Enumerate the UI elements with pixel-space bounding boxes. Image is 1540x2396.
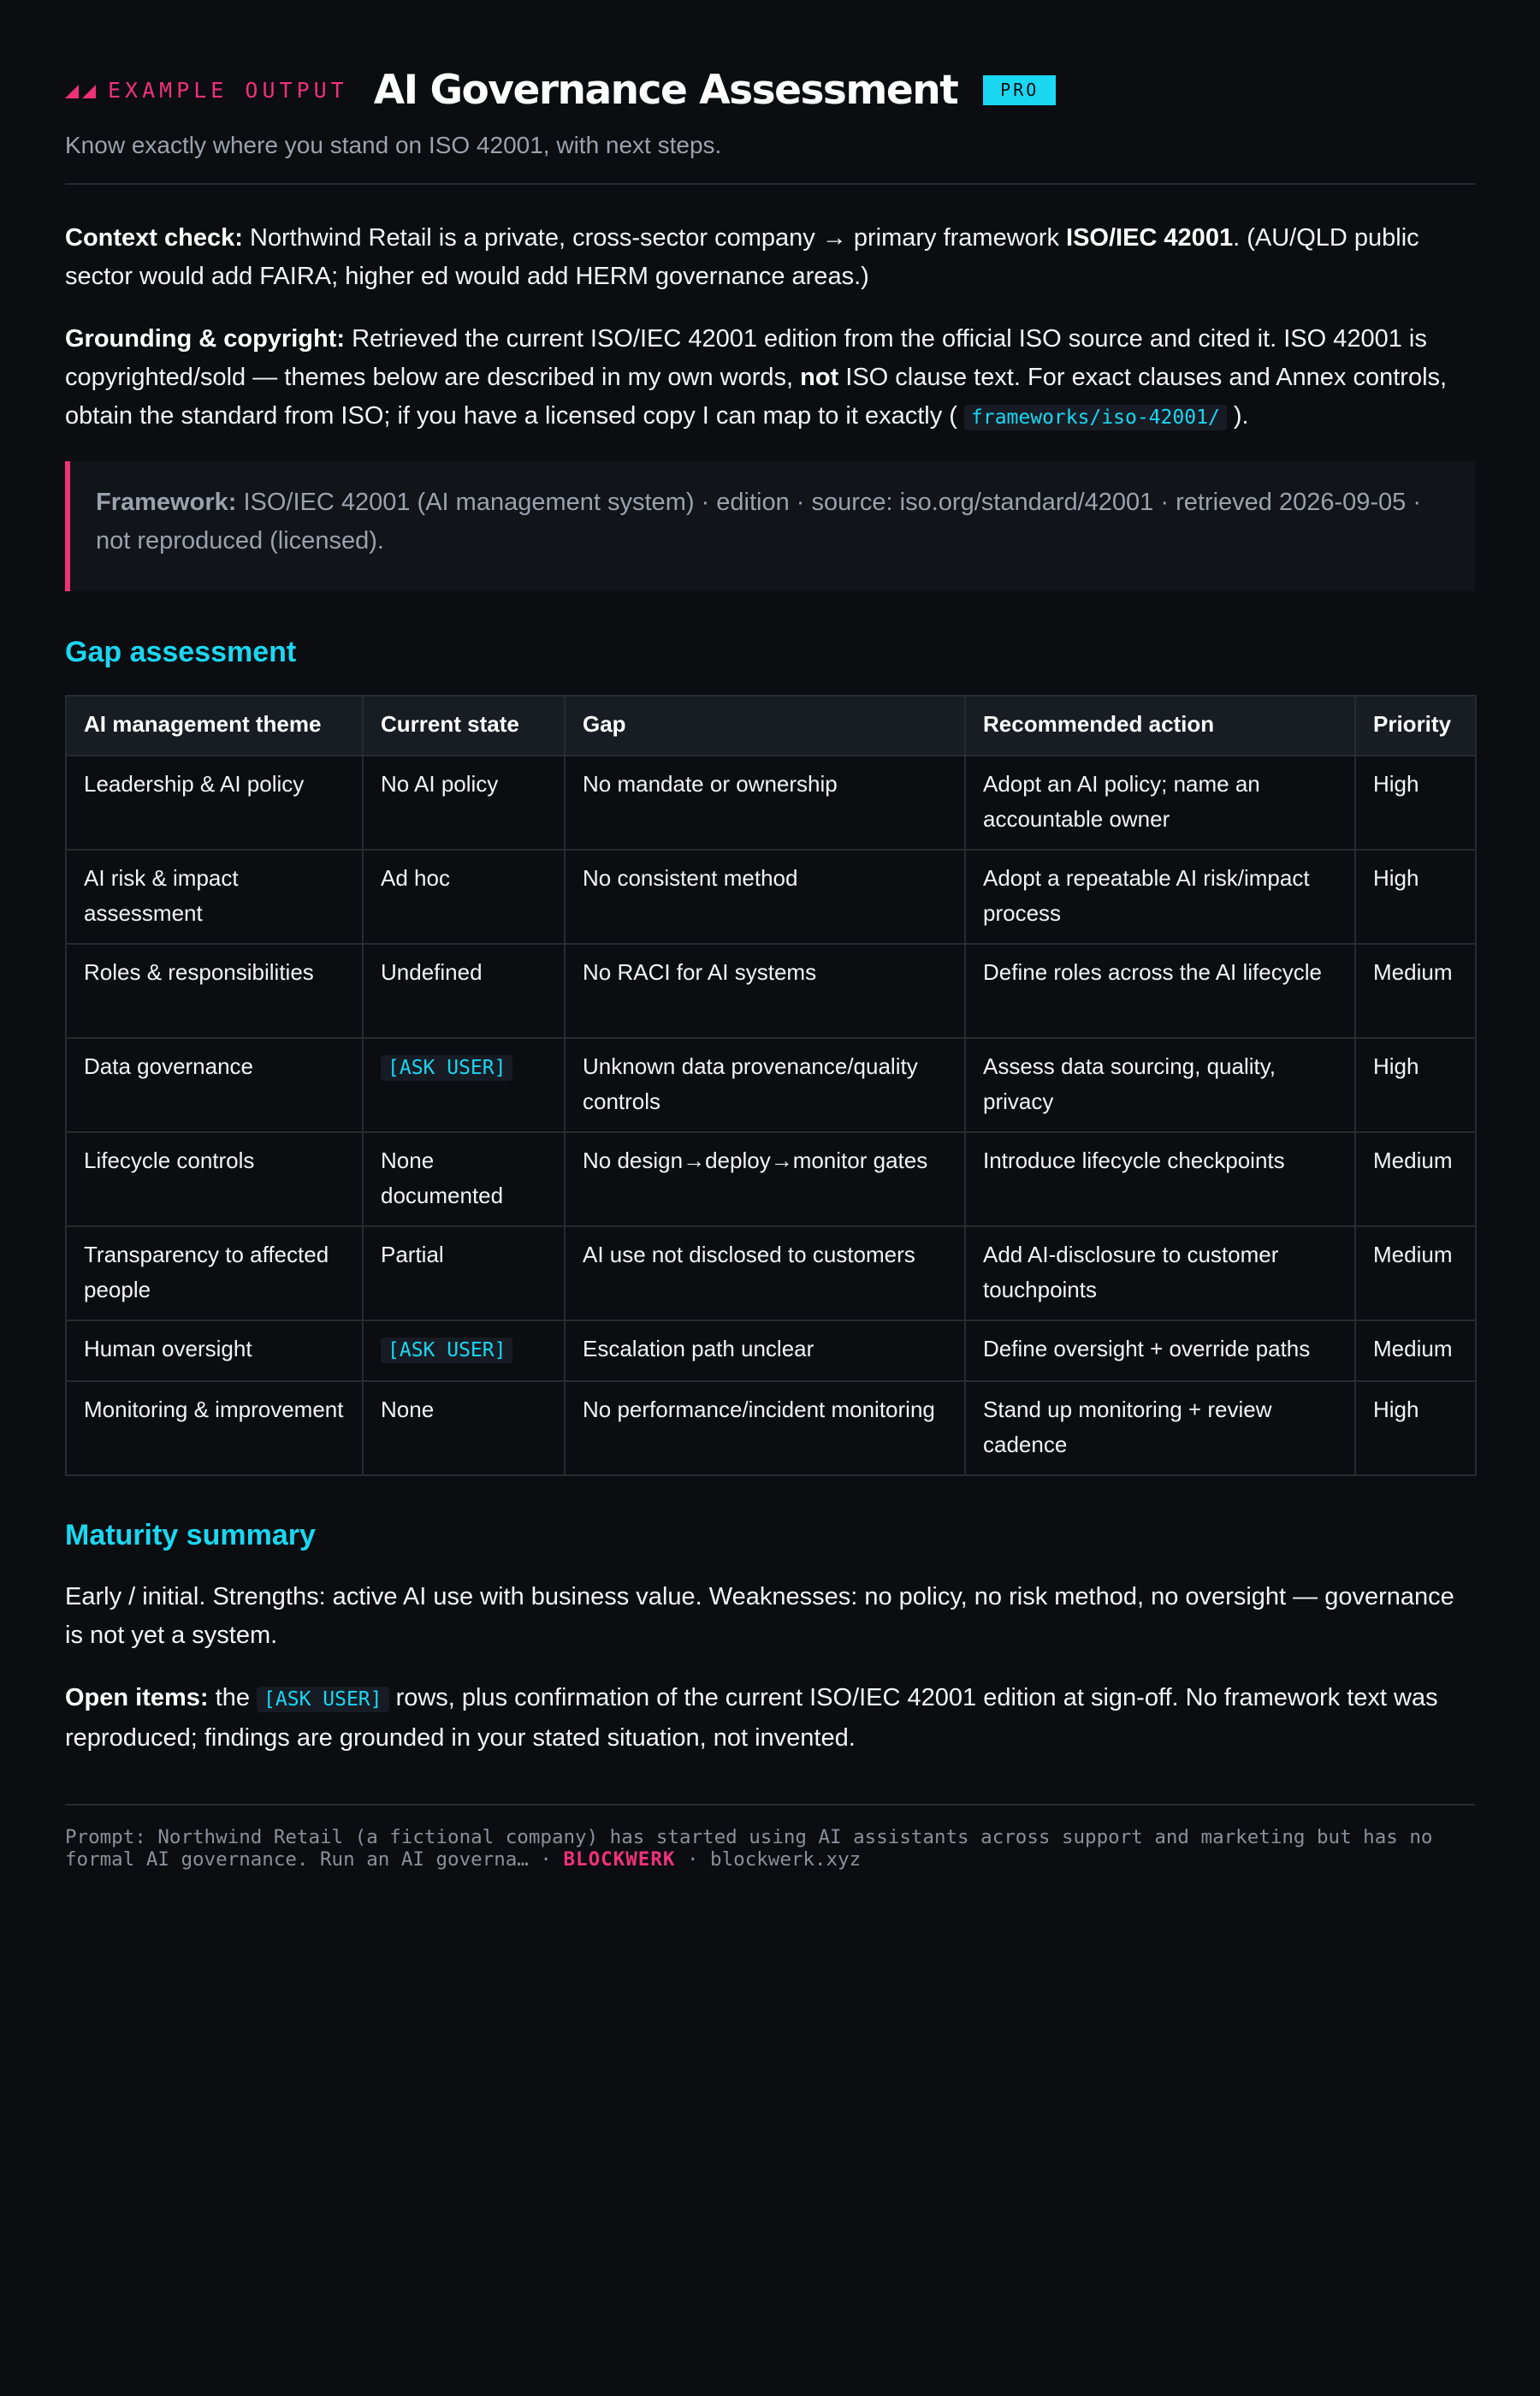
cell-priority: Medium	[1355, 1226, 1476, 1320]
column-header-recommended-action: Recommended action	[965, 696, 1355, 756]
maturity-summary-heading: Maturity summary	[65, 1519, 316, 1551]
cell-priority: Medium	[1355, 1320, 1476, 1381]
footer-divider	[65, 1804, 1475, 1806]
cell-gap: No mandate or ownership	[565, 756, 965, 850]
cell-priority: High	[1355, 1381, 1476, 1475]
cell-current-state: Undefined	[363, 944, 565, 1038]
open-items-label: Open items:	[65, 1684, 209, 1711]
grounding-paragraph	[65, 320, 1475, 437]
framework-path-code: frameworks/iso-42001/	[964, 405, 1227, 430]
cell-recommended-action: Introduce lifecycle checkpoints	[965, 1132, 1355, 1226]
cell-gap: AI use not disclosed to customers	[565, 1226, 965, 1320]
cell-current-state: Ad hoc	[363, 850, 565, 944]
context-check-note: . (AU/QLD public sector would add FAIRA; higher ed would add HERM governance areas.)	[65, 224, 1419, 290]
open-items-text: the	[208, 1684, 258, 1711]
context-check-paragraph	[65, 219, 1475, 296]
header	[65, 60, 1475, 120]
cell-theme: Roles & responsibilities	[66, 944, 363, 1038]
page-subtitle: Know exactly where you stand on ISO 42001, with next steps.	[65, 132, 722, 158]
ask-user-tag: [ASK USER]	[381, 1337, 512, 1363]
cell-theme: Transparency to affected people	[66, 1226, 363, 1320]
maturity-summary-text: Early / initial. Strengths: active AI use with business value. Weaknesses: no policy, no risk method, no oversight — governance is not yet a system.	[65, 1583, 1454, 1649]
cell-theme: Data governance	[66, 1038, 363, 1132]
cell-priority: High	[1355, 850, 1476, 944]
gap-assessment-heading: Gap assessment	[65, 636, 297, 668]
cell-current-state: None	[363, 1381, 565, 1475]
grounding-label: Grounding & copyright:	[65, 325, 346, 353]
column-header-current-state: Current state	[363, 696, 565, 756]
cell-gap: Escalation path unclear	[565, 1320, 965, 1381]
grounding-emphasis: not	[800, 364, 839, 391]
cell-theme: Lifecycle controls	[66, 1132, 363, 1226]
cell-gap: No consistent method	[565, 850, 965, 944]
context-check-text: Northwind Retail is a private, cross-sector company → primary framework	[242, 224, 1067, 252]
cell-gap: No RACI for AI systems	[565, 944, 965, 1038]
framework-name: ISO/IEC 42001	[1066, 224, 1234, 252]
cell-current-state: No AI policy	[363, 756, 565, 850]
cell-recommended-action: Define oversight + override paths	[965, 1320, 1355, 1381]
table-row	[66, 1132, 1476, 1226]
footer-prompt: Prompt: Northwind Retail (a fictional company) has started using AI assistants across support and marketing but has no formal AI governance. Run an AI governa…	[65, 1826, 1433, 1871]
table-row	[66, 756, 1476, 850]
cell-priority: High	[1355, 756, 1476, 850]
table-row	[66, 850, 1476, 944]
ask-user-tag: [ASK USER]	[257, 1687, 388, 1712]
cell-priority: Medium	[1355, 1132, 1476, 1226]
gap-assessment-table	[65, 695, 1477, 1476]
footer	[65, 1826, 1475, 1871]
footer-site-link[interactable]: · blockwerk.xyz	[686, 1848, 862, 1871]
table-row	[66, 1226, 1476, 1320]
open-items-paragraph	[65, 1679, 1475, 1758]
cell-recommended-action: Add AI-disclosure to customer touchpoints	[965, 1226, 1355, 1320]
cell-recommended-action: Adopt a repeatable AI risk/impact process	[965, 850, 1355, 944]
grounding-text-end: ).	[1233, 402, 1249, 430]
cell-current-state	[363, 1320, 565, 1381]
cell-gap: No design→deploy→monitor gates	[565, 1132, 965, 1226]
table-header-row	[66, 696, 1476, 756]
framework-callout-text: ISO/IEC 42001 (AI management system) · edition · source: iso.org/standard/42001 · retrieved 2026-09-05 · not reproduced (licensed).	[96, 489, 1422, 555]
eyebrow-label: EXAMPLE OUTPUT	[108, 77, 348, 103]
cell-recommended-action: Stand up monitoring + review cadence	[965, 1381, 1355, 1475]
cell-gap: Unknown data provenance/quality controls	[565, 1038, 965, 1132]
cell-gap: No performance/incident monitoring	[565, 1381, 965, 1475]
framework-callout-label: Framework:	[96, 489, 237, 516]
cell-recommended-action: Define roles across the AI lifecycle	[965, 944, 1355, 1038]
column-header-priority: Priority	[1355, 696, 1476, 756]
footer-brand: BLOCKWERK	[563, 1848, 676, 1871]
table-row	[66, 1320, 1476, 1381]
table-row	[66, 1038, 1476, 1132]
grounding-text: Retrieved the current ISO/IEC 42001 edition from the official ISO source and cited it. ISO 42001 is copyrighted/sold — themes below are described in my own words,	[65, 325, 1427, 391]
cell-priority: High	[1355, 1038, 1476, 1132]
column-header-theme: AI management theme	[66, 696, 363, 756]
pro-badge: PRO	[983, 75, 1056, 105]
framework-callout	[65, 461, 1475, 591]
grounding-text-continued: ISO clause text. For exact clauses and Annex controls, obtain the standard from ISO; if you have a licensed copy I can map to it exactly (	[65, 364, 1448, 430]
page-title: AI Governance Assessment	[373, 66, 958, 114]
cell-theme: Human oversight	[66, 1320, 363, 1381]
open-items-text-continued: rows, plus confirmation of the current ISO/IEC 42001 edition at sign-off. No framework text was reproduced; findings are grounded in your stated situation, not invented.	[65, 1684, 1438, 1752]
footer-separator: ·	[540, 1848, 552, 1871]
double-triangle-logo-icon	[65, 79, 96, 101]
cell-theme: Monitoring & improvement	[66, 1381, 363, 1475]
cell-current-state	[363, 1038, 565, 1132]
column-header-gap: Gap	[565, 696, 965, 756]
cell-theme: AI risk & impact assessment	[66, 850, 363, 944]
ask-user-tag: [ASK USER]	[381, 1055, 512, 1081]
header-divider	[65, 183, 1475, 185]
cell-theme: Leadership & AI policy	[66, 756, 363, 850]
cell-recommended-action: Assess data sourcing, quality, privacy	[965, 1038, 1355, 1132]
table-row	[66, 1381, 1476, 1475]
cell-current-state: None documented	[363, 1132, 565, 1226]
cell-current-state: Partial	[363, 1226, 565, 1320]
cell-priority: Medium	[1355, 944, 1476, 1038]
table-row	[66, 944, 1476, 1038]
cell-recommended-action: Adopt an AI policy; name an accountable owner	[965, 756, 1355, 850]
context-check-label: Context check:	[65, 224, 243, 252]
